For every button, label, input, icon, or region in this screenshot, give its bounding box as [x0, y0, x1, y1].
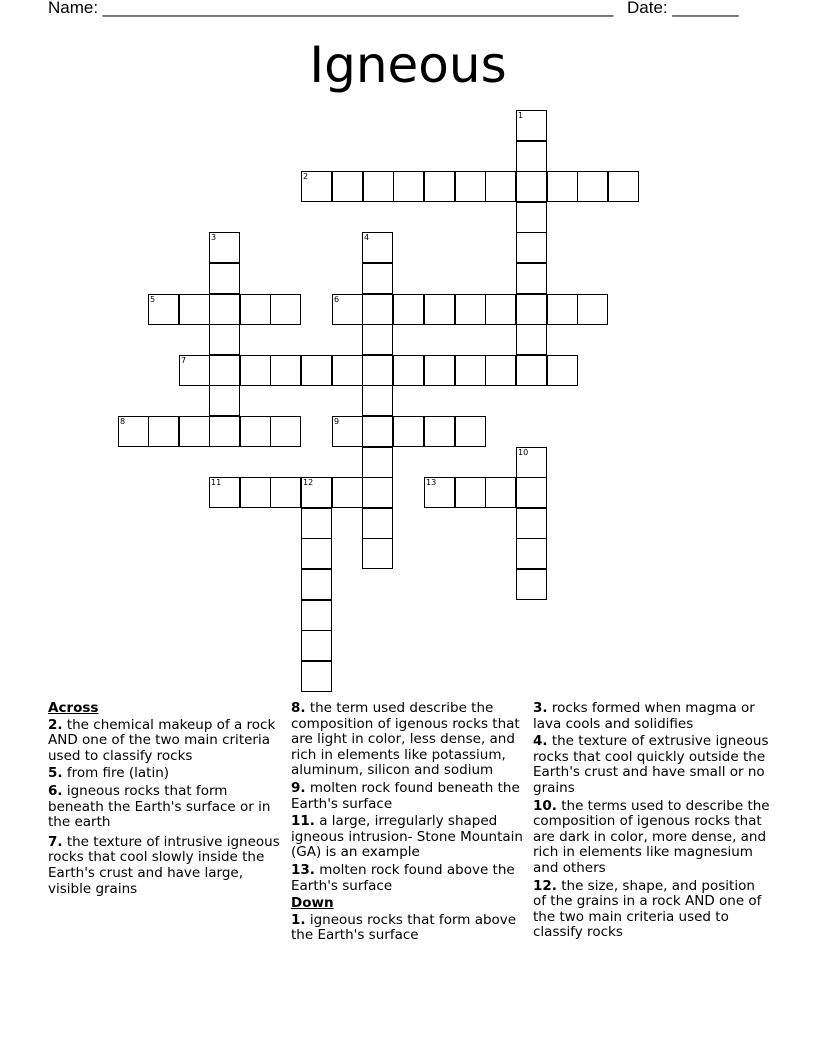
across-clue [291, 814, 525, 861]
crossword-cell[interactable] [362, 263, 393, 294]
clue-text: the texture of intrusive igneous rocks that cool slowly inside the Earth's crust and have large, visible grains [48, 833, 280, 897]
crossword-cell[interactable] [393, 171, 424, 202]
clue-number: 1. [291, 911, 306, 928]
crossword-cell[interactable] [485, 355, 516, 386]
crossword-cell[interactable] [362, 416, 393, 447]
crossword-cell[interactable] [516, 477, 547, 508]
crossword-cell[interactable] [455, 355, 486, 386]
down-clue [533, 879, 771, 941]
crossword-cell[interactable] [424, 294, 455, 325]
crossword-cell[interactable] [209, 355, 240, 386]
clue-number: 5. [48, 765, 63, 782]
clues-column-2 [291, 701, 525, 946]
cell-number: 3 [211, 233, 217, 242]
clue-number: 4. [533, 733, 548, 750]
clue-text: molten rock found beneath the Earth's surface [291, 779, 520, 812]
crossword-cell[interactable] [332, 171, 363, 202]
crossword-cell[interactable] [577, 171, 608, 202]
crossword-cell[interactable] [209, 294, 240, 325]
clue-text: the texture of extrusive igneous rocks that cool quickly outside the Earth's crust and have small or no grains [533, 733, 769, 796]
clue-number: 6. [48, 782, 63, 799]
clue-text: the term used describe the composition of igenous rocks that are light in color, less dense, and rich in elements like potassium, aluminum, silicon and sodium [291, 700, 520, 779]
crossword-cell[interactable] [485, 171, 516, 202]
cell-number: 9 [334, 417, 340, 426]
puzzle-title: Igneous [309, 36, 507, 94]
clue-text: rocks formed when magma or lava cools and solidifies [533, 700, 755, 732]
crossword-cell[interactable] [516, 171, 547, 202]
crossword-cell[interactable] [240, 477, 271, 508]
crossword-cell[interactable] [301, 508, 332, 539]
across-heading: Across [48, 700, 99, 716]
crossword-cell[interactable] [148, 294, 179, 325]
clue-number: 3. [533, 700, 548, 716]
crossword-cell[interactable] [362, 508, 393, 539]
crossword-cell[interactable] [240, 294, 271, 325]
crossword-cell[interactable] [516, 232, 547, 263]
crossword-cell[interactable] [547, 171, 578, 202]
crossword-cell[interactable] [270, 294, 301, 325]
crossword-cell[interactable] [362, 477, 393, 508]
clue-text: the size, shape, and position of the grains in a rock AND one of the two main criteria used to classify rocks [533, 877, 762, 941]
crossword-cell[interactable] [332, 355, 363, 386]
clue-number: 12. [533, 877, 557, 894]
cell-number: 12 [303, 478, 314, 487]
across-clue [48, 835, 284, 897]
crossword-cell[interactable] [516, 141, 547, 172]
clue-number: 13. [291, 861, 315, 878]
across-clue [48, 784, 284, 831]
across-clue [48, 718, 284, 765]
crossword-cell[interactable] [179, 355, 210, 386]
crossword-cell[interactable] [362, 232, 393, 263]
crossword-cell[interactable] [393, 294, 424, 325]
crossword-cell[interactable] [516, 202, 547, 233]
crossword-cell[interactable] [485, 294, 516, 325]
crossword-cell[interactable] [209, 416, 240, 447]
cell-number: 7 [181, 356, 187, 365]
crossword-cell[interactable] [332, 477, 363, 508]
name-field-label[interactable]: Name: ______________________________________________________ [48, 0, 614, 17]
cell-number: 4 [364, 233, 370, 242]
crossword-cell[interactable] [362, 324, 393, 355]
cell-number: 8 [120, 417, 126, 426]
clue-text: igneous rocks that form above the Earth's surface [291, 911, 517, 944]
across-clue [291, 701, 525, 779]
crossword-cell[interactable] [424, 477, 455, 508]
crossword-cell[interactable] [516, 294, 547, 325]
clue-number: 2. [48, 716, 63, 733]
crossword-cell[interactable] [240, 416, 271, 447]
crossword-cell[interactable] [301, 171, 332, 202]
across-clue [291, 781, 525, 812]
crossword-cell[interactable] [362, 447, 393, 478]
crossword-cell[interactable] [424, 171, 455, 202]
cell-number: 11 [211, 478, 222, 487]
down-clue [533, 734, 771, 796]
crossword-cell[interactable] [301, 661, 332, 692]
clue-number: 10. [533, 797, 557, 814]
clue-number: 8. [291, 700, 306, 716]
crossword-cell[interactable] [332, 294, 363, 325]
crossword-cell[interactable] [577, 294, 608, 325]
cell-number: 10 [518, 448, 529, 457]
clue-text: the chemical makeup of a rock AND one of the two main criteria used to classify rocks [48, 716, 276, 764]
crossword-cell[interactable] [393, 416, 424, 447]
date-field-label[interactable]: Date: _______ [627, 0, 739, 17]
crossword-cell[interactable] [270, 477, 301, 508]
down-clue [533, 799, 771, 877]
clue-number: 11. [291, 813, 315, 830]
crossword-cell[interactable] [393, 355, 424, 386]
crossword-cell[interactable] [179, 416, 210, 447]
crossword-cell[interactable] [516, 324, 547, 355]
crossword-cell[interactable] [516, 110, 547, 141]
across-clue [291, 863, 525, 894]
across-clue [48, 766, 284, 782]
crossword-cell[interactable] [118, 416, 149, 447]
crossword-cell[interactable] [455, 477, 486, 508]
crossword-cell[interactable] [332, 416, 363, 447]
clue-number: 7. [48, 833, 63, 850]
cell-number: 13 [426, 478, 437, 487]
clue-text: molten rock found above the Earth's surface [291, 861, 515, 894]
crossword-cell[interactable] [301, 538, 332, 569]
cell-number: 1 [518, 111, 524, 120]
crossword-cell[interactable] [485, 477, 516, 508]
crossword-cell[interactable] [455, 416, 486, 447]
crossword-cell[interactable] [362, 294, 393, 325]
crossword-cell[interactable] [547, 355, 578, 386]
crossword-cell[interactable] [516, 569, 547, 600]
crossword-cell[interactable] [270, 416, 301, 447]
crossword-cell[interactable] [209, 263, 240, 294]
crossword-cell[interactable] [209, 324, 240, 355]
crossword-cell[interactable] [455, 294, 486, 325]
crossword-cell[interactable] [362, 385, 393, 416]
crossword-cell[interactable] [301, 477, 332, 508]
crossword-cell[interactable] [209, 385, 240, 416]
crossword-cell[interactable] [362, 538, 393, 569]
crossword-cell[interactable] [516, 355, 547, 386]
crossword-cell[interactable] [516, 263, 547, 294]
crossword-cell[interactable] [301, 630, 332, 661]
crossword-cell[interactable] [424, 416, 455, 447]
crossword-cell[interactable] [179, 294, 210, 325]
clue-text: the terms used to describe the composition of igenous rocks that are dark in color, more dense, and rich in elements like magnesium and others [533, 797, 770, 876]
crossword-cell[interactable] [547, 294, 578, 325]
crossword-cell[interactable] [363, 171, 394, 202]
clue-text: from fire (latin) [66, 765, 170, 782]
clues-column-3 [533, 701, 771, 943]
crossword-cell[interactable] [516, 538, 547, 569]
down-heading: Down [291, 895, 334, 912]
down-clue [533, 701, 771, 732]
crossword-cell[interactable] [362, 355, 393, 386]
crossword-cell[interactable] [240, 355, 271, 386]
crossword-cell[interactable] [516, 447, 547, 478]
crossword-cell[interactable] [148, 416, 179, 447]
crossword-cell[interactable] [516, 508, 547, 539]
clues-column-1 [48, 701, 284, 899]
crossword-cell[interactable] [270, 355, 301, 386]
down-clue [291, 913, 525, 944]
cell-number: 2 [303, 172, 309, 181]
crossword-cell[interactable] [301, 355, 332, 386]
crossword-cell[interactable] [608, 171, 639, 202]
crossword-cell[interactable] [301, 600, 332, 631]
crossword-cell[interactable] [455, 171, 486, 202]
clue-text: a large, irregularly shaped igneous intrusion- Stone Mountain (GA) is an example [291, 813, 523, 861]
clue-number: 9. [291, 779, 306, 796]
cell-number: 5 [150, 295, 156, 304]
cell-number: 6 [334, 295, 340, 304]
crossword-cell[interactable] [424, 355, 455, 386]
crossword-cell[interactable] [209, 232, 240, 263]
clue-text: igneous rocks that form beneath the Earth's surface or in the earth [48, 782, 271, 831]
crossword-cell[interactable] [301, 569, 332, 600]
crossword-cell[interactable] [209, 477, 240, 508]
